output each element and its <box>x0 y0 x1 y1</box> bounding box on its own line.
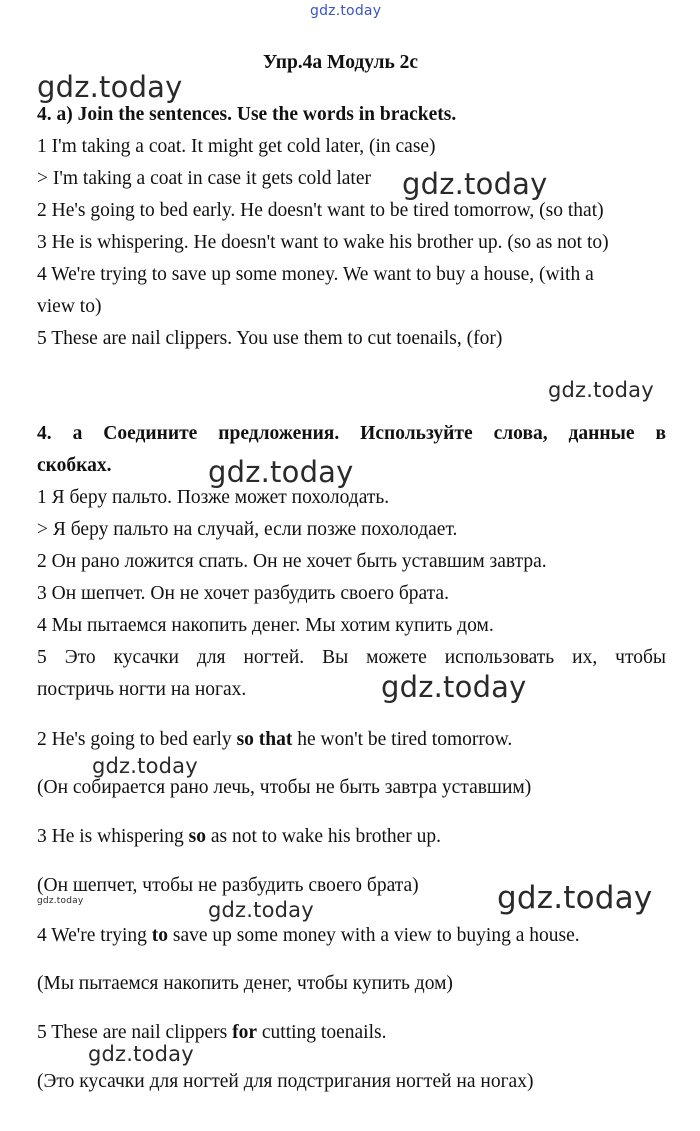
answer-5: 5 These are nail clippers for cutting toenails. <box>37 1022 387 1043</box>
task-line: 3 Он шепчет. Он не хочет разбудить своего брата. <box>37 583 449 604</box>
task-line: 5 These are nail clippers. You use them to cut toenails, (for) <box>37 328 503 349</box>
task-line: 2 He's going to bed early. He doesn't want to be tired tomorrow, (so that) <box>37 200 604 221</box>
watermark: gdz.today <box>208 455 354 489</box>
watermark: gdz.today <box>381 670 527 704</box>
watermark: gdz.today <box>497 880 653 916</box>
task-heading-ru: скобках. <box>37 455 112 476</box>
answer-3: 3 He is whispering so as not to wake his brother up. <box>37 826 442 847</box>
watermark: gdz.today <box>37 70 183 104</box>
task-line: 1 Я беру пальто. Позже может похолодать. <box>37 487 390 508</box>
task-line: постричь ногти на ногах. <box>37 679 247 700</box>
task-line: 4 Мы пытаемся накопить денег. Мы хотим купить дом. <box>37 615 494 636</box>
watermark: gdz.today <box>88 1042 194 1066</box>
watermark: gdz.today <box>208 898 314 922</box>
task-line: > I'm taking a coat in case it gets cold later <box>37 168 371 189</box>
watermark: gdz.today <box>402 167 548 201</box>
answer-2-translation: (Он собирается рано лечь, чтобы не быть завтра уставшим) <box>37 777 532 798</box>
answer-3-translation: (Он шепчет, чтобы не разбудить своего брата) <box>37 875 419 896</box>
watermark: gdz.today <box>548 378 654 402</box>
task-line: 1 I'm taking a coat. It might get cold later, (in case) <box>37 136 436 157</box>
watermark: gdz.today <box>37 896 84 906</box>
page-title: Упр.4а Модуль 2с <box>263 52 419 73</box>
task-line: view to) <box>37 296 102 317</box>
answer-2: 2 He's going to bed early so that he won't be tired tomorrow. <box>37 729 513 750</box>
watermark-top: gdz.today <box>310 3 382 19</box>
task-heading-en: 4. a) Join the sentences. Use the words in brackets. <box>37 104 457 125</box>
task-heading-ru: 4. а Соедините предложения. Используйте слова, данные в <box>37 423 666 444</box>
watermark: gdz.today <box>92 754 198 778</box>
answer-5-translation: (Это кусачки для ногтей для подстригания ногтей на ногах) <box>37 1071 534 1092</box>
task-line: 3 He is whispering. He doesn't want to wake his brother up. (so as not to) <box>37 232 609 253</box>
answer-4-translation: (Мы пытаемся накопить денег, чтобы купить дом) <box>37 973 453 994</box>
answer-4: 4 We're trying to save up some money with a view to buying a house. <box>37 925 580 946</box>
task-line: 2 Он рано ложится спать. Он не хочет быть уставшим завтра. <box>37 551 547 572</box>
task-line: 4 We're trying to save up some money. We want to buy a house, (with a <box>37 264 594 285</box>
task-line: 5 Это кусачки для ногтей. Вы можете использовать их, чтобы <box>37 647 666 668</box>
task-line: > Я беру пальто на случай, если позже похолодает. <box>37 519 458 540</box>
